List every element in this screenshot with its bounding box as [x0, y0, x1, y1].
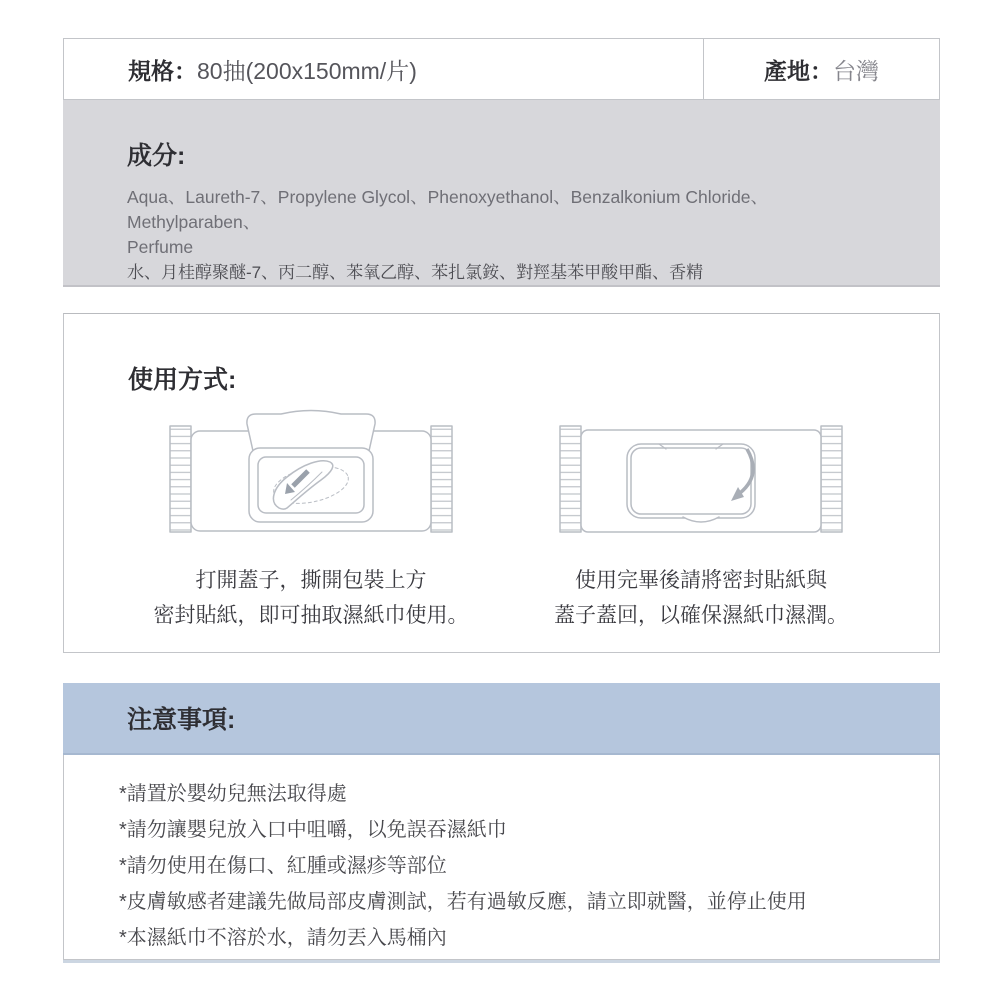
spec-label: 規格：	[128, 57, 197, 84]
ingredients-section	[63, 100, 940, 287]
spec-cell	[64, 39, 703, 99]
note-item: *請置於嬰幼兒無法取得處	[119, 783, 347, 805]
ingredients-line-en: Aqua、Laureth-7、Propylene Glycol、Phenoxyethanol、Benzalkonium Chloride、Methylparaben、	[127, 187, 769, 232]
notes-list	[63, 755, 940, 960]
notes-title: 注意事項:	[127, 706, 236, 734]
usage-caption: 打開蓋子，撕開包裝上方 密封貼紙，即可抽取濕紙巾使用。	[153, 569, 469, 627]
spec-value: 80抽(200x150mm/片)	[197, 57, 417, 84]
usage-steps	[146, 404, 939, 633]
note-item: *皮膚敏感者建議先做局部皮膚測試，若有過敏反應，請立即就醫，並停止使用	[119, 891, 807, 913]
note-item: *請勿讓嬰兒放入口中咀嚼，以免誤吞濕紙巾	[119, 819, 507, 841]
origin-cell	[703, 39, 939, 99]
usage-step-open	[146, 404, 476, 633]
origin-label: 產地：	[764, 57, 833, 84]
ingredients-line-en: Perfume	[127, 237, 194, 257]
usage-section	[63, 313, 940, 653]
usage-caption: 使用完畢後請將密封貼紙與 蓋子蓋回，以確保濕紙巾濕潤。	[554, 569, 848, 627]
ingredients-title: 成分:	[127, 142, 186, 170]
origin-value: 台灣	[833, 57, 879, 84]
notes-header	[63, 683, 940, 755]
usage-step-close	[536, 404, 866, 633]
ingredients-line-cn: 水、月桂醇聚醚-7、丙二醇、苯氧乙醇、苯扎氯銨、對羥基苯甲酸甲酯、香精	[127, 263, 704, 282]
note-item: *本濕紙巾不溶於水，請勿丟入馬桶內	[119, 927, 447, 949]
open-package-illustration	[161, 404, 461, 554]
close-package-illustration	[551, 404, 851, 554]
spec-table	[63, 38, 940, 100]
usage-title: 使用方式:	[128, 366, 237, 394]
note-item: *請勿使用在傷口、紅腫或濕疹等部位	[119, 855, 447, 877]
